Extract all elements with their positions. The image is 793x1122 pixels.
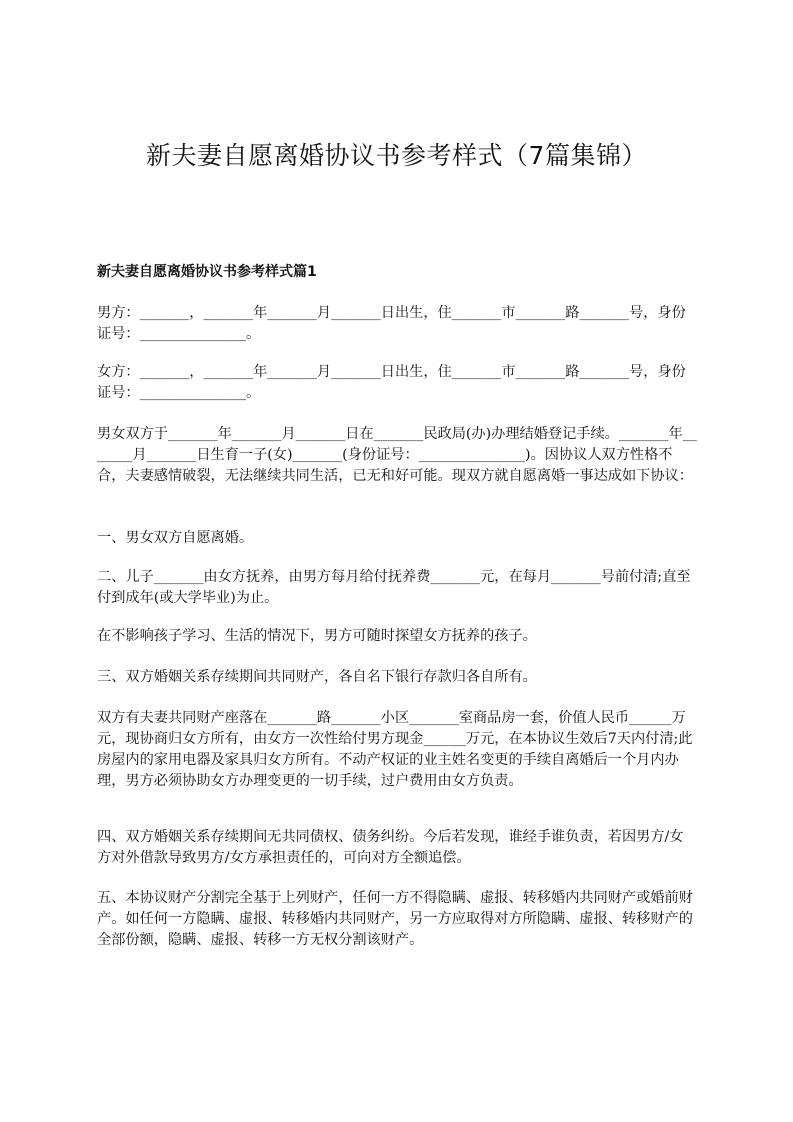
- document-title: 新夫妻自愿离婚协议书参考样式（7篇集锦）: [146, 141, 647, 170]
- paragraph-clause-1: 一、男女双方自愿离婚。: [97, 530, 254, 546]
- paragraph-clause-5: 五、本协议财产分割完全基于上列财产，任何一方不得隐瞒、虚报、转移婚内共同财产或婚前财产。如任何一方隐瞒、虚报、转移婚内共同财产，另一方应取得对方所隐瞒、虚报、转移财产的全部份额，隐瞒、虚报、转移一方无权分割该财产。: [97, 890, 693, 948]
- paragraph-female-party: 女方：_______，_______年_______月_______日出生，住_______市_______路_______号，身份证号：_______________。: [97, 364, 686, 401]
- section-heading: 新夫妻自愿离婚协议书参考样式篇1: [97, 264, 317, 280]
- paragraph-marriage-info: 男女双方于_______年_______月_______日在_______民政局(办)办理结婚登记手续。_______年_______月_______日生育一子(女)_______(身份证号：_______________)。因协议人双方性格不合，夫妻感情破裂，无法继续共同生活，已无和好可能。现双方就自愿离婚一事达成如下协议：: [97, 426, 697, 484]
- paragraph-clause-3: 三、双方婚姻关系存续期间共同财产，各自名下银行存款归各自所有。: [97, 669, 537, 685]
- paragraph-visitation: 在不影响孩子学习、生活的情况下，男方可随时探望女方抚养的孩子。: [97, 628, 537, 644]
- paragraph-clause-4: 四、双方婚姻关系存续期间无共同债权、债务纠纷。今后若发现，谁经手谁负责，若因男方/女方对外借款导致男方/女方承担责任的，可向对方全额追偿。: [97, 829, 684, 866]
- paragraph-clause-2: 二、儿子_______由女方抚养，由男方每月给付抚养费_______元，在每月_______号前付清;直至付到成年(或大学毕业)为止。: [97, 569, 691, 606]
- paragraph-property: 双方有夫妻共同财产座落在_______路_______小区_______室商品房一套，价值人民币______万元，现协商归女方所有，由女方一次性给付男方现金______万元，在本协议生效后7天内付清;此房屋内的家用电器及家具归女方所有。不动产权证的业主姓名变更的手续自离婚后一个月内办理，男方必须协助女方办理变更的一切手续，过户费用由女方负责。: [97, 710, 693, 789]
- paragraph-male-party: 男方：_______，_______年_______月_______日出生，住_______市_______路_______号，身份证号：_______________。: [97, 305, 686, 342]
